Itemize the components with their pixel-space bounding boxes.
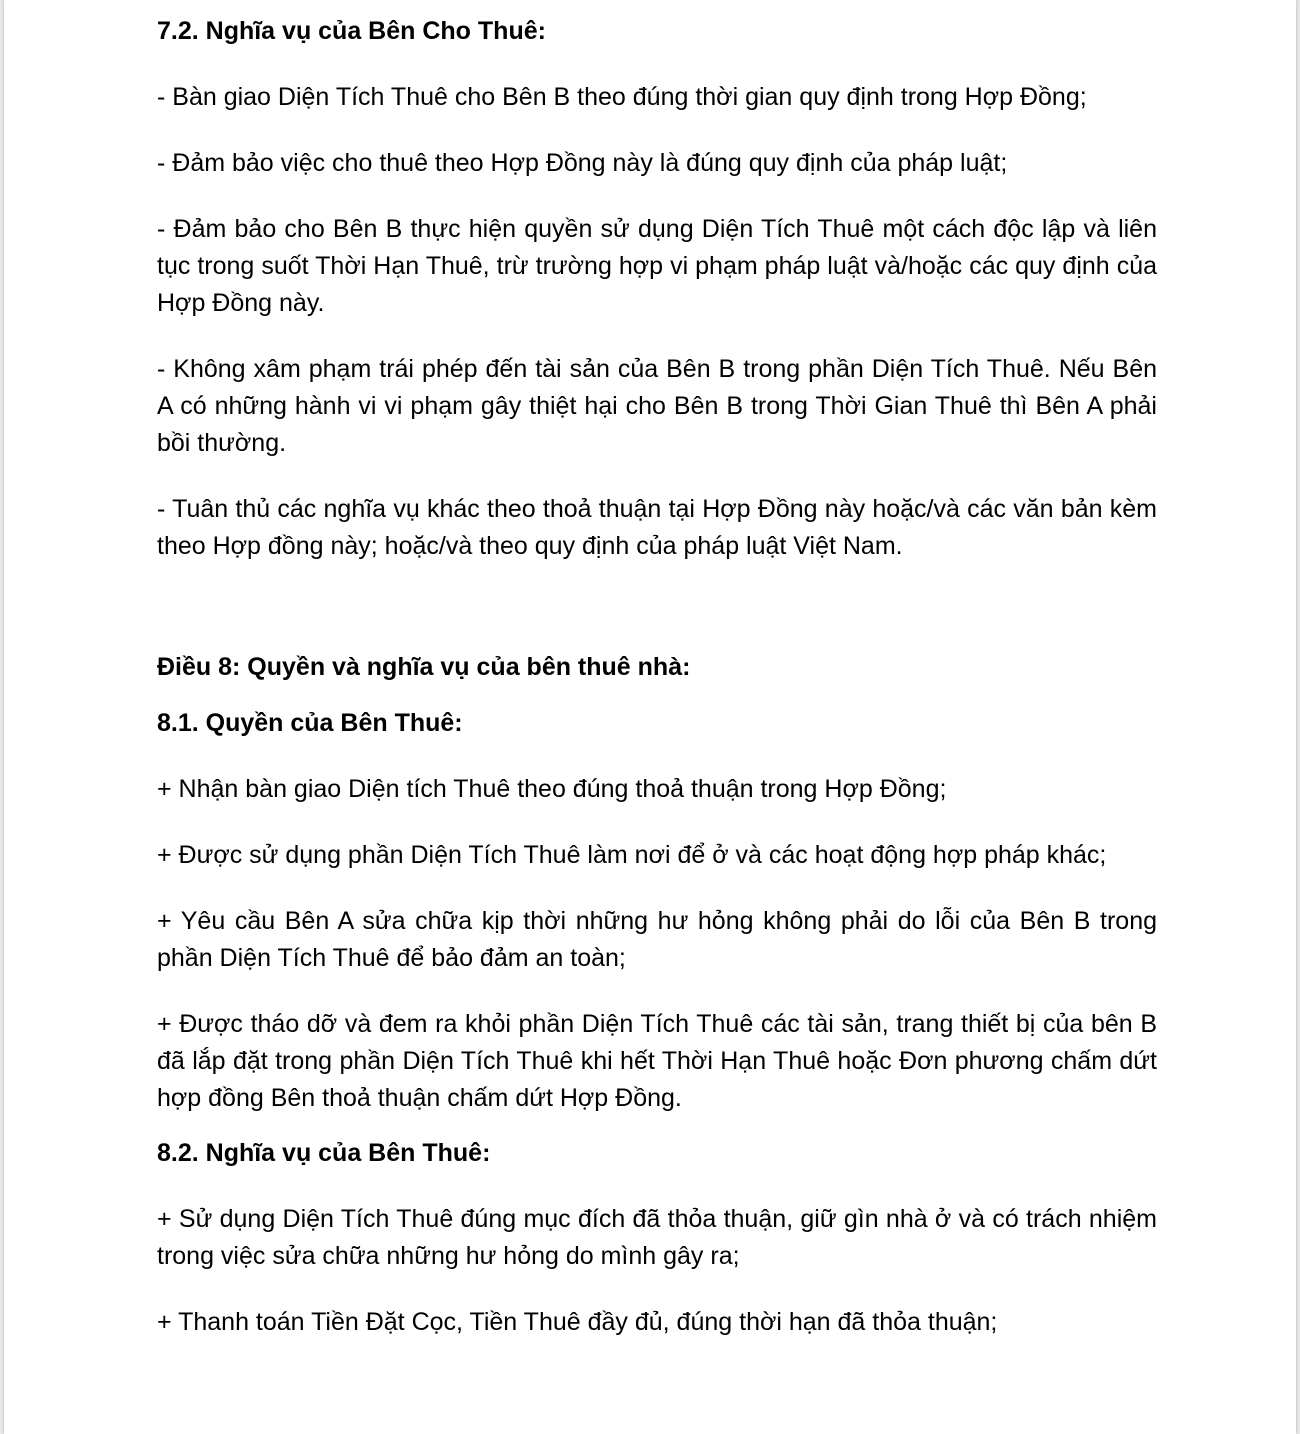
- section-7-2-item-5: - Tuân thủ các nghĩa vụ khác theo thoả thuận tại Hợp Đồng này hoặc/và các văn bản kèm theo Hợp đồng này; hoặc/và theo quy định của pháp luật Việt Nam.: [157, 495, 1157, 560]
- section-8-1-item-1: + Nhận bàn giao Diện tích Thuê theo đúng thoả thuận trong Hợp Đồng;: [157, 775, 947, 803]
- section-7-2-item-1: - Bàn giao Diện Tích Thuê cho Bên B theo đúng thời gian quy định trong Hợp Đồng;: [157, 83, 1087, 111]
- section-7-2-title: 7.2. Nghĩa vụ của Bên Cho Thuê:: [157, 17, 546, 45]
- section-8-2-item-2: + Thanh toán Tiền Đặt Cọc, Tiền Thuê đầy đủ, đúng thời hạn đã thỏa thuận;: [157, 1308, 998, 1336]
- article-8-title: Điều 8: Quyền và nghĩa vụ của bên thuê nhà:: [157, 653, 691, 681]
- document-body: [157, 13, 1157, 1341]
- document-page: [4, 0, 1296, 1434]
- section-8-2-item-1: + Sử dụng Diện Tích Thuê đúng mục đích đã thỏa thuận, giữ gìn nhà ở và có trách nhiệm trong việc sửa chữa những hư hỏng do mình gây ra;: [157, 1205, 1157, 1270]
- section-7-2-item-4: - Không xâm phạm trái phép đến tài sản của Bên B trong phần Diện Tích Thuê. Nếu Bên A có những hành vi vi phạm gây thiệt hại cho Bên B trong Thời Gian Thuê thì Bên A phải bồi thường.: [157, 355, 1157, 457]
- section-7-2-item-2: - Đảm bảo việc cho thuê theo Hợp Đồng này là đúng quy định của pháp luật;: [157, 149, 1008, 177]
- section-8-1-item-3: + Yêu cầu Bên A sửa chữa kịp thời những hư hỏng không phải do lỗi của Bên B trong phần Diện Tích Thuê để bảo đảm an toàn;: [157, 907, 1157, 972]
- section-7-2-item-3: - Đảm bảo cho Bên B thực hiện quyền sử dụng Diện Tích Thuê một cách độc lập và liên tục trong suốt Thời Hạn Thuê, trừ trường hợp vi phạm pháp luật và/hoặc các quy định của Hợp Đồng này.: [157, 215, 1157, 317]
- section-8-1-item-4: + Được tháo dỡ và đem ra khỏi phần Diện Tích Thuê các tài sản, trang thiết bị của bên B đã lắp đặt trong phần Diện Tích Thuê khi hết Thời Hạn Thuê hoặc Đơn phương chấm dứt hợp đồng Bên thoả thuận chấm dứt Hợp Đồng.: [157, 1010, 1157, 1112]
- section-8-1-item-2: + Được sử dụng phần Diện Tích Thuê làm nơi để ở và các hoạt động hợp pháp khác;: [157, 841, 1107, 869]
- section-8-1-title: 8.1. Quyền của Bên Thuê:: [157, 709, 463, 737]
- section-8-2-title: 8.2. Nghĩa vụ của Bên Thuê:: [157, 1139, 491, 1167]
